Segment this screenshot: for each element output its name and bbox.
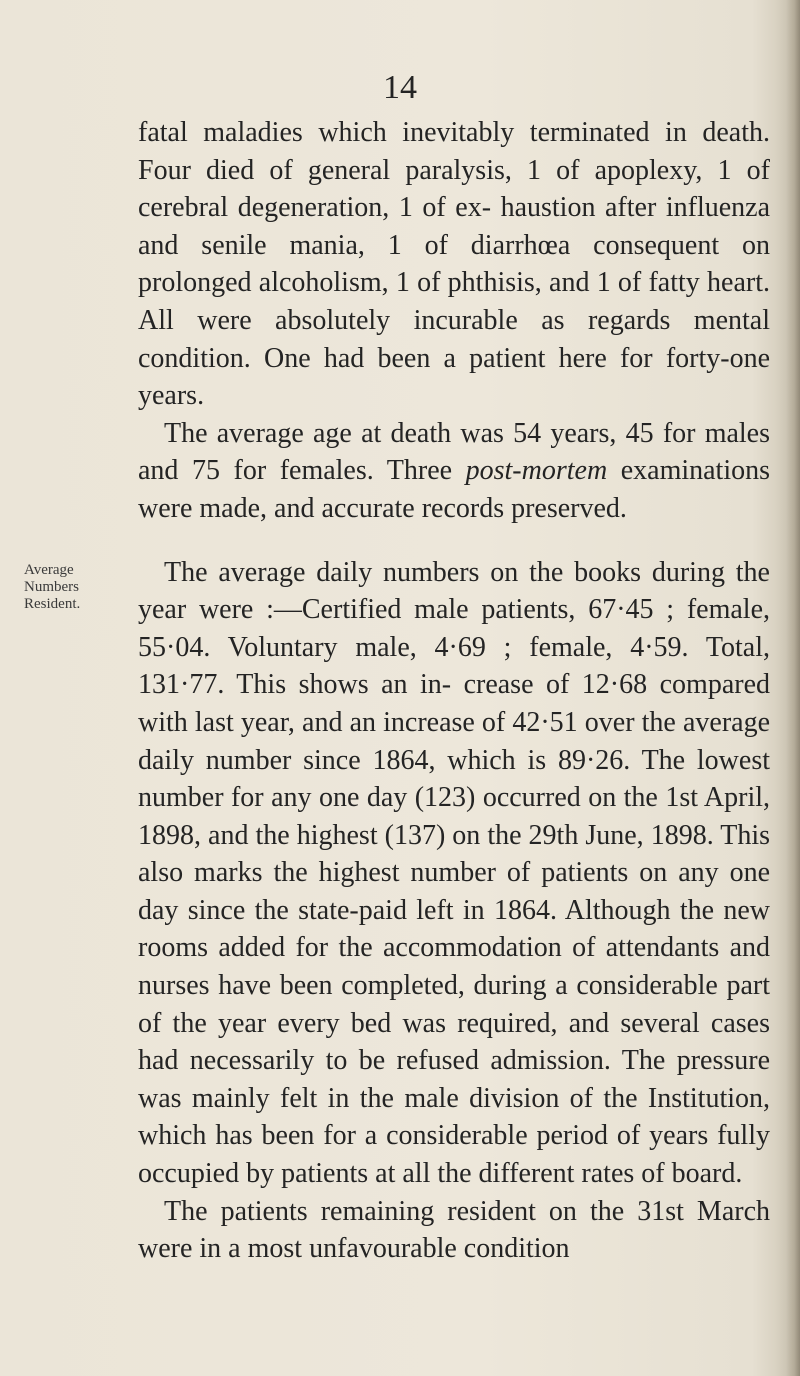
paragraph-fatal-maladies: fatal maladies which inevitably terminated in death. Four died of general paralysis, 1 of apoplexy, 1 of cerebral degeneration, 1 of ex- haustion after influenza and senile mania, 1 of diarrhœa consequent on prolonged alcoholism, 1 of phthisis, and 1 of fatty heart. All were absolutely incurable as regards mental condition. One had been a patient here for forty-one years. bbox=[138, 117, 770, 412]
paragraph-average-age-text-start: The average age at death was 54 years, 45 for males and 75 for females. Three bbox=[138, 417, 770, 487]
margin-note-line-3: Resident. bbox=[24, 596, 81, 612]
paragraph-average-age-text-end: examinations were made, and accurate records preserved. bbox=[138, 455, 771, 524]
post-mortem-italic: post-mortem bbox=[465, 455, 608, 487]
margin-note-line-1: Average bbox=[24, 562, 74, 578]
body-text bbox=[138, 114, 770, 1268]
page-edge-shadow bbox=[786, 0, 800, 1376]
paragraph-average-age bbox=[138, 415, 770, 528]
paragraph-average-numbers: The average daily numbers on the books during the year were :—Certified male patients, 67·45 ; female, 55·04. Voluntary male, 4·69 ; female, 4·59. Total, 131·77. This shows an in- crease of 12·68 compared with last year, and an increase of 42·51 over the average daily number since 1864, which is 89·26. The lowest number for any one day (123) occurred on the 1st April, 1898, and the highest (137) on the 29th June, 1898. This also marks the highest number of patients on any one day since the state-paid left in 1864. Although the new rooms added for the accommodation of attendants and nurses have been completed, during a considerable part of the year every bed was required, and several cases had necessarily to be refused admission. The pressure was mainly felt in the male division of the Institution, which has been for a considerable period of years fully occupied by patients at all the different rates of board. bbox=[138, 556, 770, 1190]
page-number: 14 bbox=[383, 69, 417, 106]
margin-note bbox=[24, 562, 128, 613]
paragraph-gap bbox=[138, 528, 770, 554]
margin-note-line-2: Numbers bbox=[24, 579, 79, 595]
paragraph-patients-remaining: The patients remaining resident on the 31st March were in a most unfavourable condition bbox=[138, 1195, 770, 1265]
